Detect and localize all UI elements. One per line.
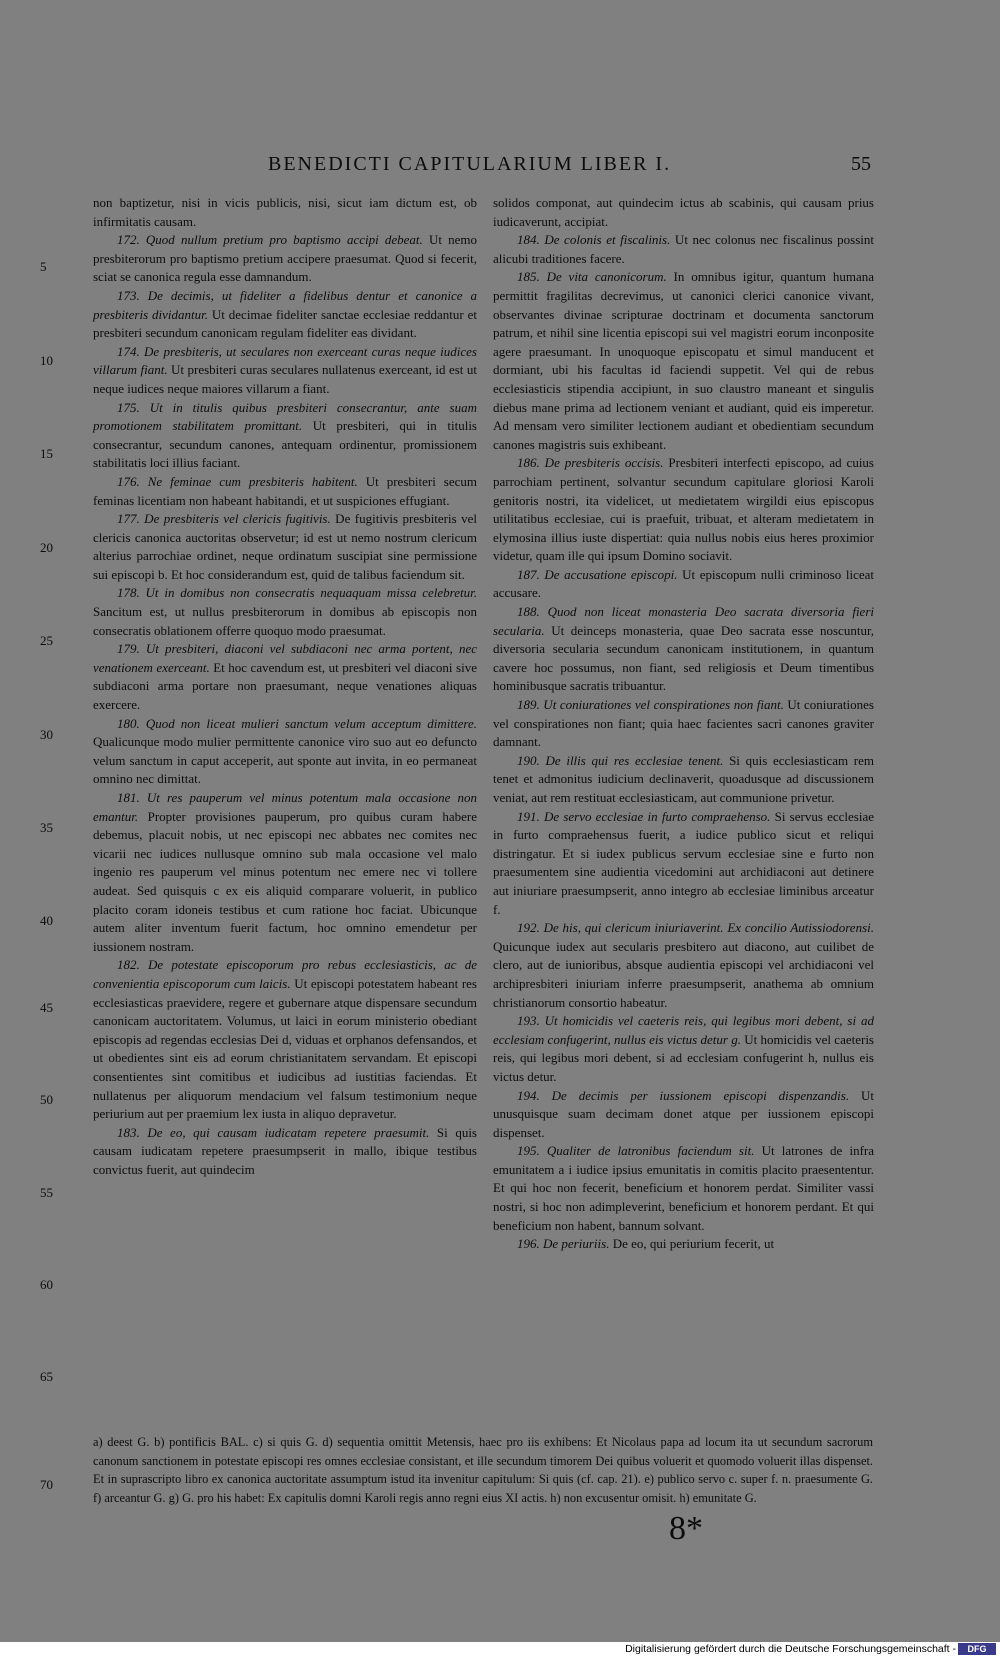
chapter-text: Ut homicidis vel caeteris reis, qui legibus mori debent, si ad ecclesiam confugerint h, nullus eis victus detur. xyxy=(493,1031,874,1084)
chapter-text: Propter provisiones pauperum, pro quibus curam habere debemus, placuit nobis, ut nec episcopi nec abbates nec comites nec vicarii nec iudices nullusque omnino sub mala occasione vel malo ingenio res pauperum vel minus potentum nec emere nec vi tollere audeat. Sed quisquis c ex eis aliquid comparare voluerit, in publico placito coram idoneis testibus et cum ratione hoc faciat. Ubicunque autem aliter inventum fuerit factum, hoc omnino emendetur per iussionem nostram. xyxy=(93,808,477,954)
left-column xyxy=(93,194,477,1179)
chapter-text: Qualicunque modo mulier permittente canonice viro suo aut eo defuncto velum sanctum in caput acceperit, aut sponte aut invita, in eo permaneat omnino nec dimittat. xyxy=(93,734,477,787)
chapter-paragraph xyxy=(93,789,477,956)
chapter-paragraph xyxy=(493,566,874,603)
chapter-text: In omnibus igitur, quantum humana permittit fragilitas decrevimus, ut canonici clerici canonice vivant, observantes divinae scripturae doctrinam et documenta sanctorum patrum, et nihil sine licentia episcopi sui vel magistri eorum inconposite agere praesumant. In unoquoque episcopatu et simul manducent et dormiant, ubi his facultas id faciendi suppetit. Vel qui de rebus ecclesiasticis stipendia accipiunt, in suo claustro maneant et singulis diebus mane prima ad lectionem veniant et audiant, quid eis imperetur. Ad mensam vero similiter lectionem audiant et obedientiam secundum canones magistris suis exhibeant. xyxy=(493,269,874,452)
credit-text: Digitalisierung gefördert durch die Deutsche Forschungsgemeinschaft - xyxy=(625,1643,956,1655)
chapter-paragraph xyxy=(93,399,477,473)
line-number: 40 xyxy=(40,913,53,928)
chapter-text: Ut coniurationes vel conspirationes non fiant; quia haec facientes sacri canones graviter damnant. xyxy=(493,697,874,750)
chapter-paragraph xyxy=(493,1235,874,1254)
chapter-text: Ut episcopum nulli criminoso liceat accusare. xyxy=(493,566,874,601)
chapter-paragraph xyxy=(93,473,477,510)
line-number: 20 xyxy=(40,540,53,555)
line-number: 30 xyxy=(40,727,53,742)
chapter-text: De fugitivis presbiteris vel clericis canonica auctoritas observetur; id est ut nemo nostrum clericum alterius parrochiae ordinet, neque ordinatum suscipiat sine permissione sui episcopi b. Et hoc considerandum est, quid de talibus faciendum sit. xyxy=(93,511,477,582)
chapter-heading: 172. Quod nullum pretium pro baptismo accipi debeat. xyxy=(117,232,423,248)
chapter-heading: 188. Quod non liceat monasteria Deo sacrata diversoria fieri secularia. xyxy=(493,604,874,638)
chapter-paragraph xyxy=(93,343,477,399)
line-number: 45 xyxy=(40,1000,53,1015)
running-title: BENEDICTI CAPITULARIUM LIBER I. xyxy=(268,153,672,175)
chapter-paragraph xyxy=(93,1124,477,1180)
right-column xyxy=(493,194,874,1254)
chapter-text: Ut unusquisque suam decimam donet atque per iussionem episcopi dispenset. xyxy=(493,1087,874,1140)
chapter-paragraph xyxy=(93,194,477,231)
chapter-heading: 185. De vita canonicorum. xyxy=(517,269,667,285)
chapter-heading: 178. Ut in domibus non consecratis nequaquam missa celebretur. xyxy=(117,585,477,601)
chapter-heading: 192. De his, qui clericum iniuriaverint. Ex concilio Autissiodorensi. xyxy=(517,920,874,936)
line-number: 35 xyxy=(40,820,53,835)
chapter-heading: 190. De illis qui res ecclesiae tenent. xyxy=(517,752,724,768)
chapter-paragraph xyxy=(493,1012,874,1086)
chapter-paragraph xyxy=(93,510,477,584)
chapter-heading: 184. De colonis et fiscalinis. xyxy=(517,232,671,248)
chapter-paragraph xyxy=(493,919,874,1012)
chapter-text: Ut presbiteri secum feminas licentiam non habeant habitandi, et ut suspiciones effugiant. xyxy=(93,473,477,508)
chapter-heading: 180. Quod non liceat mulieri sanctum velum acceptum dimittere. xyxy=(117,715,477,731)
chapter-heading: 179. Ut presbiteri, diaconi vel subdiaconi nec arma portent, nec venationem exerceant. xyxy=(93,641,477,675)
chapter-heading: 176. Ne feminae cum presbiteris habitent. xyxy=(117,473,358,489)
line-number: 70 xyxy=(40,1477,53,1492)
chapter-heading: 173. De decimis, ut fideliter a fidelibus dentur et canonice a presbiteris dividantur. xyxy=(93,287,477,322)
chapter-heading: 189. Ut coniurationes vel conspirationes non fiant. xyxy=(517,697,784,713)
line-number: 25 xyxy=(40,633,53,648)
line-number: 50 xyxy=(40,1092,53,1107)
chapter-heading: 195. Qualiter de latronibus faciendum sit. xyxy=(517,1143,755,1159)
chapter-paragraph xyxy=(493,1087,874,1143)
chapter-text: Quicunque iudex aut secularis presbitero aut diacono, aut cuilibet de clero, aut de iunioribus, absque audientia episcopi vel archidiaconi vel archipresbiteri iniuriam inferre praesumpserit, anathema ab omnium christianorum consortio habeatur. xyxy=(493,938,874,1010)
chapter-text: Si quis causam iudicatam repetere praesumpserit in mallo, ibique testibus convictus fuerit, aut quindecim xyxy=(93,1124,477,1177)
chapter-paragraph xyxy=(93,715,477,789)
chapter-text: De eo, qui periurium fecerit, ut xyxy=(609,1236,775,1252)
chapter-text: Ut presbiteri curas seculares nullatenus exerceant, id est ut neque iudices neque maiores villarum a fiant. xyxy=(93,362,477,396)
page-number: 55 xyxy=(851,153,871,175)
chapter-heading: 175. Ut in titulis quibus presbiteri consecrantur, ante suam promotionem stabilitatem promittant. xyxy=(93,399,477,434)
chapter-text: Presbiteri interfecti episcopo, ad cuius parrochiam pertinent, solvantur secundum capitulare gloriosi Karoli genitoris nostri, ita videlicet, ut medietatem wirgildi eius episcopus utilitatibus ecclesiae, cui is praefuit, tribuat, et alteram medietatem in elymosina illius iuste dispertiat: quia nullus nobis eius heres proximior videtur, quam ille qui ipsum Domino sociavit. xyxy=(493,455,874,564)
chapter-paragraph xyxy=(493,1142,874,1235)
chapter-heading: 196. De periuriis. xyxy=(517,1236,610,1252)
line-number: 5 xyxy=(40,259,47,274)
chapter-paragraph xyxy=(93,231,477,287)
chapter-text: non baptizetur, nisi in vicis publicis, nisi, sicut iam dictum est, ob infirmitatis causam. xyxy=(93,195,477,229)
chapter-paragraph xyxy=(493,696,874,752)
chapter-paragraph xyxy=(93,287,477,343)
chapter-heading: 191. De servo ecclesiae in furto compraehenso. xyxy=(517,808,771,824)
chapter-text: Ut presbiteri, qui in titulis consecrantur, secundum canones, antequam ordinentur, promissionem stabilitatis loci illius faciant. xyxy=(93,418,477,471)
chapter-heading: 182. De potestate episcoporum pro rebus ecclesiasticis, ac de convenientia episcoporum cum laicis. xyxy=(93,957,477,991)
chapter-paragraph xyxy=(493,454,874,566)
chapter-text: solidos componat, aut quindecim ictus ab scabinis, qui causam prius iudicaverunt, accipiat. xyxy=(493,195,874,229)
chapter-heading: 194. De decimis per iussionem episcopi dispenzandis. xyxy=(517,1087,850,1103)
chapter-heading: 186. De presbiteris occisis. xyxy=(517,455,664,471)
chapter-paragraph xyxy=(93,956,477,1123)
dfg-logo: DFG xyxy=(958,1643,996,1655)
chapter-text: Si servus ecclesiae in furto compraehensus fuerit, a iudice publico sicut et reliqui distringatur. Et si iudex publicus servum ecclesiae sine e furto non praesumentem sine audientia vicedomini aut archidiaconi aut detinere aut iniuriare praesumpserit, anno integro ab ecclesiae liminibus arceatur f. xyxy=(493,808,874,917)
line-number: 65 xyxy=(40,1369,53,1384)
chapter-heading: 183. De eo, qui causam iudicatam repetere praesumit. xyxy=(117,1124,430,1140)
chapter-text: Ut latrones de infra emunitatem a i iudice ipsius emunitatis in comitis placito praesententur. Et qui hoc non fecerit, beneficium et honorem perdat. Similiter vassi nostri, si hoc non adimpleverint, beneficium et honorem perdant. Et qui beneficium non habent, bannum solvant. xyxy=(493,1143,874,1233)
footnotes: a) deest G. b) pontificis BAL. c) si quis G. d) sequentia omittit Metensis, haec pro iis exhibens: Et Nicolaus papa ad locum ita ut secundum sacrorum canonum sanctionem in potestate episcopi res omnes ecclesiae consistant, et ille secundum timorem Dei quibus voluerit et quomodo voluerit illas dispenset. Et in suprascripto libro ex canonica auctoritate assumptum istud ita invenitur capitulum: Si quis (cf. cap. 21). e) publico servo c. super f. n. praesumente G. f) arceantur G. g) G. pro his habet: Ex capitulis domni Karoli regis anno regni eius XI actis. h) non excusentur omisit. h) emunitate G. xyxy=(93,1435,873,1505)
chapter-heading: 187. De accusatione episcopi. xyxy=(517,566,678,582)
chapter-text: Ut decimae fideliter sanctae ecclesiae reddantur et presbiteri secundum canonicam regulam fideliter eas dividant. xyxy=(93,306,478,341)
chapter-paragraph xyxy=(493,231,874,268)
chapter-heading: 177. De presbiteris vel clericis fugitivis. xyxy=(117,511,331,527)
line-number: 60 xyxy=(40,1277,53,1292)
chapter-paragraph xyxy=(493,194,874,231)
chapter-text: Ut nec colonus nec fiscalinus possint alicubi traditiones facere. xyxy=(493,232,875,266)
chapter-text: Et hoc cavendum est, ut presbiteri vel diaconi sive subdiaconi arma portare non praesumant, neque venationes aliquas exercere. xyxy=(93,659,477,713)
chapter-heading: 193. Ut homicidis vel caeteris reis, qui legibus mori debent, si ad ecclesiam confugerint, nullus eis victus detur g. xyxy=(493,1013,874,1047)
chapter-paragraph xyxy=(493,752,874,808)
chapter-heading: 174. De presbiteris, ut seculares non exerceant curas neque iudices villarum fiant. xyxy=(93,343,477,378)
chapter-paragraph xyxy=(493,808,874,920)
line-number: 15 xyxy=(40,446,53,461)
line-number: 10 xyxy=(40,353,53,368)
chapter-paragraph xyxy=(93,640,477,714)
chapter-text: Sancitum est, ut nullus presbiterorum in domibus ab episcopis non consecratis oblationem offerre quoquo modo praesumat. xyxy=(93,604,477,638)
chapter-paragraph xyxy=(93,584,477,640)
sheet-signature: 8* xyxy=(669,1510,703,1547)
chapter-text: Ut nemo presbiterorum pro baptismo pretium accipere praesumat. Quod si fecerit, sciat se canonica regula esse damnandum. xyxy=(93,232,477,285)
line-number: 55 xyxy=(40,1185,53,1200)
chapter-text: Si quis ecclesiasticam rem tenet et admonitus iudicium declinaverit, quoadusque ad discussionem veniat, aut rem restituat ecclesiasticam, aut communione privetur. xyxy=(493,752,874,805)
chapter-heading: 181. Ut res pauperum vel minus potentum mala occasione non emantur. xyxy=(93,790,477,824)
chapter-text: Ut deinceps monasteria, quae Deo sacrata esse noscuntur, diversoria secularia secundum canonicam institutionem, in quantum cavere hoc possumus, non fiant, sed religiosis et Deum timentibus hominibusque sacratis tribuantur. xyxy=(493,622,874,694)
chapter-paragraph xyxy=(493,603,874,696)
chapter-paragraph xyxy=(493,268,874,454)
chapter-text: Ut episcopi potestatem habeant res ecclesiasticas praevidere, regere et gubernare atque dispensare secundum canonicam auctoritatem. Volumus, ut laici in eorum ministerio obediant episcopis ad regendas ecclesias Dei d, viduas et orphanos defensandos, et ut obedientes sint eis ad eorum christianitatem servandam. Et episcopi consentientes sint comitibus et iudicibus ad iustitias faciendas. Et nullatenus per aliquorum mendacium vel falsum testimonium neque periurium aut per praemium lex iusta in aliquo depravetur. xyxy=(93,975,477,1122)
